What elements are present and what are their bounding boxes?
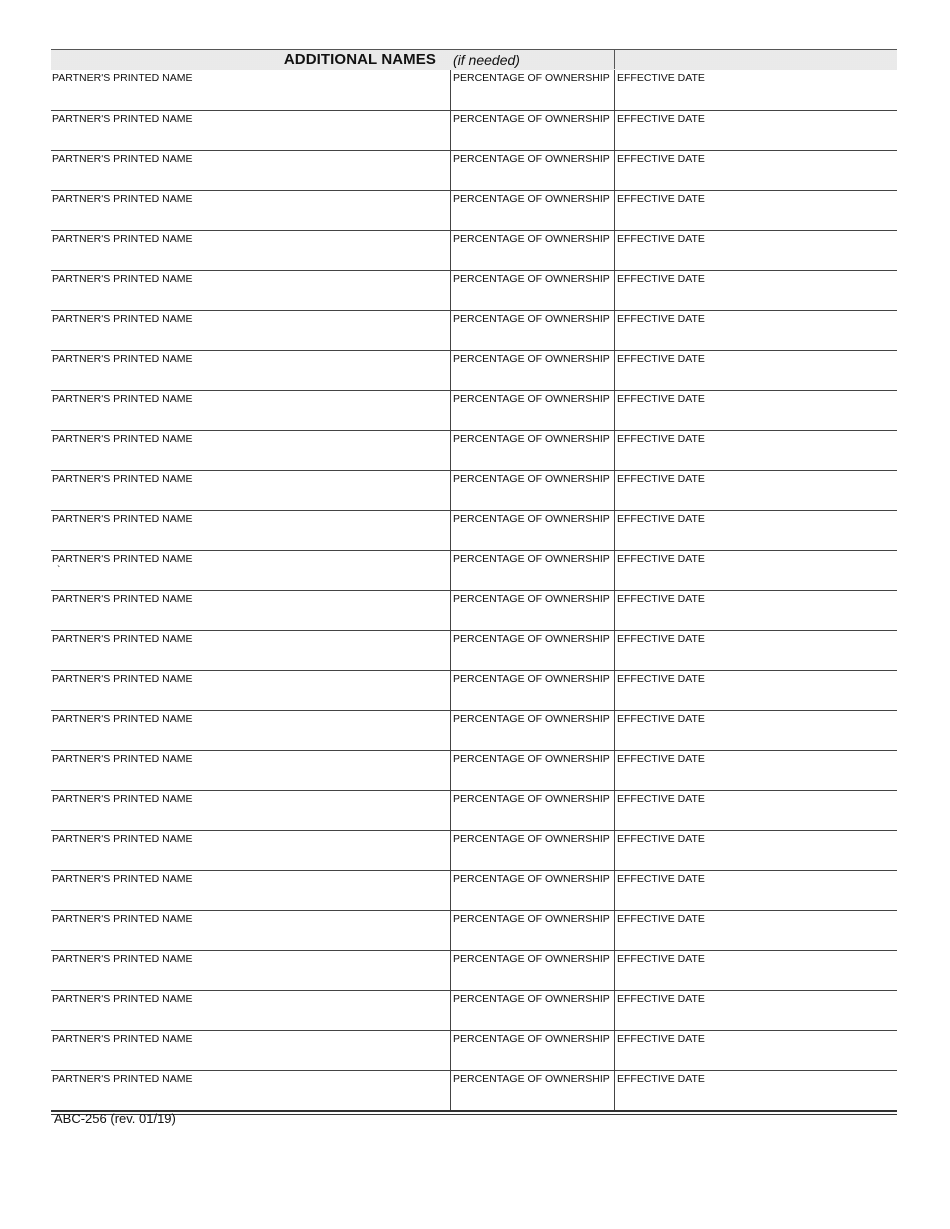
effective-date-label: EFFECTIVE DATE (617, 593, 705, 605)
effective-date-label: EFFECTIVE DATE (617, 313, 705, 325)
effective-date-field[interactable] (614, 511, 897, 550)
effective-date-label: EFFECTIVE DATE (617, 913, 705, 925)
stray-mark: ` (57, 565, 61, 576)
partner-name-field[interactable] (52, 711, 450, 750)
form-title-row (51, 49, 897, 70)
effective-date-label: EFFECTIVE DATE (617, 753, 705, 765)
effective-date-label: EFFECTIVE DATE (617, 793, 705, 805)
effective-date-label: EFFECTIVE DATE (617, 833, 705, 845)
ownership-percentage-field[interactable] (450, 911, 614, 950)
partner-name-field[interactable] (52, 631, 450, 670)
effective-date-field[interactable] (614, 991, 897, 1030)
ownership-percentage-field[interactable] (450, 471, 614, 510)
partner-row (51, 710, 897, 750)
ownership-percentage-label: PERCENTAGE OF OWNERSHIP (453, 913, 610, 925)
ownership-percentage-label: PERCENTAGE OF OWNERSHIP (453, 633, 610, 645)
effective-date-field[interactable] (614, 70, 897, 110)
effective-date-label: EFFECTIVE DATE (617, 473, 705, 485)
effective-date-label: EFFECTIVE DATE (617, 1033, 705, 1045)
effective-date-label: EFFECTIVE DATE (617, 433, 705, 445)
effective-date-label: EFFECTIVE DATE (617, 513, 705, 525)
partner-name-label: PARTNER'S PRINTED NAME (52, 753, 193, 765)
form-title-note: (if needed) (453, 52, 520, 68)
ownership-percentage-label: PERCENTAGE OF OWNERSHIP (453, 193, 610, 205)
partner-name-label: PARTNER'S PRINTED NAME (52, 1073, 193, 1085)
ownership-percentage-field[interactable] (450, 871, 614, 910)
partner-name-field[interactable] (52, 191, 450, 230)
partner-name-field[interactable] (52, 1071, 450, 1110)
partner-row (51, 790, 897, 830)
effective-date-field[interactable] (614, 631, 897, 670)
partner-name-label: PARTNER'S PRINTED NAME (52, 793, 193, 805)
ownership-percentage-field[interactable] (450, 551, 614, 590)
partner-name-label: PARTNER'S PRINTED NAME (52, 553, 193, 565)
ownership-percentage-label: PERCENTAGE OF OWNERSHIP (453, 673, 610, 685)
ownership-percentage-label: PERCENTAGE OF OWNERSHIP (453, 393, 610, 405)
effective-date-field[interactable] (614, 351, 897, 390)
partner-name-field[interactable] (52, 271, 450, 310)
ownership-percentage-field[interactable] (450, 231, 614, 270)
partner-name-field[interactable] (52, 671, 450, 710)
effective-date-label: EFFECTIVE DATE (617, 553, 705, 565)
ownership-percentage-field[interactable] (450, 151, 614, 190)
partner-row (51, 350, 897, 390)
partner-row (51, 430, 897, 470)
partner-row (51, 550, 897, 590)
effective-date-field[interactable] (614, 1031, 897, 1070)
effective-date-field[interactable] (614, 951, 897, 990)
effective-date-label: EFFECTIVE DATE (617, 273, 705, 285)
partner-name-label: PARTNER'S PRINTED NAME (52, 433, 193, 445)
partner-row (51, 750, 897, 790)
partner-name-field[interactable] (52, 831, 450, 870)
ownership-percentage-label: PERCENTAGE OF OWNERSHIP (453, 753, 610, 765)
effective-date-label: EFFECTIVE DATE (617, 113, 705, 125)
partner-name-label: PARTNER'S PRINTED NAME (52, 193, 193, 205)
partner-row (51, 830, 897, 870)
partner-row (51, 70, 897, 110)
partner-row (51, 230, 897, 270)
ownership-percentage-label: PERCENTAGE OF OWNERSHIP (453, 713, 610, 725)
partner-row (51, 190, 897, 230)
effective-date-field[interactable] (614, 431, 897, 470)
ownership-percentage-field[interactable] (450, 711, 614, 750)
partner-name-label: PARTNER'S PRINTED NAME (52, 1033, 193, 1045)
ownership-percentage-field[interactable] (450, 271, 614, 310)
partner-name-label: PARTNER'S PRINTED NAME (52, 913, 193, 925)
ownership-percentage-field[interactable] (450, 1071, 614, 1110)
ownership-percentage-label: PERCENTAGE OF OWNERSHIP (453, 353, 610, 365)
ownership-percentage-label: PERCENTAGE OF OWNERSHIP (453, 953, 610, 965)
ownership-percentage-field[interactable] (450, 391, 614, 430)
effective-date-label: EFFECTIVE DATE (617, 953, 705, 965)
ownership-percentage-label: PERCENTAGE OF OWNERSHIP (453, 1073, 610, 1085)
partner-name-field[interactable] (52, 511, 450, 550)
partner-name-label: PARTNER'S PRINTED NAME (52, 833, 193, 845)
partner-row (51, 950, 897, 990)
effective-date-field[interactable] (614, 311, 897, 350)
partner-row (51, 110, 897, 150)
partner-name-label: PARTNER'S PRINTED NAME (52, 313, 193, 325)
partner-name-field[interactable] (52, 231, 450, 270)
partner-name-field[interactable] (52, 471, 450, 510)
effective-date-label: EFFECTIVE DATE (617, 713, 705, 725)
ownership-percentage-label: PERCENTAGE OF OWNERSHIP (453, 72, 610, 84)
ownership-percentage-label: PERCENTAGE OF OWNERSHIP (453, 553, 610, 565)
ownership-percentage-label: PERCENTAGE OF OWNERSHIP (453, 833, 610, 845)
partner-row (51, 590, 897, 630)
partner-name-label: PARTNER'S PRINTED NAME (52, 593, 193, 605)
effective-date-field[interactable] (614, 671, 897, 710)
partner-name-field[interactable] (52, 871, 450, 910)
ownership-percentage-field[interactable] (450, 191, 614, 230)
partner-name-field[interactable] (52, 151, 450, 190)
effective-date-field[interactable] (614, 111, 897, 150)
partner-name-label: PARTNER'S PRINTED NAME (52, 673, 193, 685)
effective-date-field[interactable] (614, 831, 897, 870)
effective-date-label: EFFECTIVE DATE (617, 233, 705, 245)
form-title: ADDITIONAL NAMES (283, 51, 436, 68)
ownership-percentage-field[interactable] (450, 511, 614, 550)
ownership-percentage-label: PERCENTAGE OF OWNERSHIP (453, 1033, 610, 1045)
effective-date-label: EFFECTIVE DATE (617, 1073, 705, 1085)
ownership-percentage-field[interactable] (450, 111, 614, 150)
partner-name-field[interactable] (52, 991, 450, 1030)
ownership-percentage-field[interactable] (450, 631, 614, 670)
ownership-percentage-label: PERCENTAGE OF OWNERSHIP (453, 313, 610, 325)
effective-date-field[interactable] (614, 911, 897, 950)
partner-name-field[interactable] (52, 311, 450, 350)
partner-name-label: PARTNER'S PRINTED NAME (52, 873, 193, 885)
ownership-percentage-label: PERCENTAGE OF OWNERSHIP (453, 153, 610, 165)
effective-date-field[interactable] (614, 591, 897, 630)
partner-name-label: PARTNER'S PRINTED NAME (52, 993, 193, 1005)
ownership-percentage-label: PERCENTAGE OF OWNERSHIP (453, 233, 610, 245)
partner-name-label: PARTNER'S PRINTED NAME (52, 153, 193, 165)
partner-row (51, 270, 897, 310)
partner-name-label: PARTNER'S PRINTED NAME (52, 633, 193, 645)
partner-row (51, 310, 897, 350)
effective-date-label: EFFECTIVE DATE (617, 993, 705, 1005)
effective-date-label: EFFECTIVE DATE (617, 193, 705, 205)
partner-row (51, 510, 897, 550)
partner-name-label: PARTNER'S PRINTED NAME (52, 273, 193, 285)
partner-name-label: PARTNER'S PRINTED NAME (52, 713, 193, 725)
effective-date-label: EFFECTIVE DATE (617, 153, 705, 165)
ownership-percentage-label: PERCENTAGE OF OWNERSHIP (453, 513, 610, 525)
ownership-percentage-label: PERCENTAGE OF OWNERSHIP (453, 433, 610, 445)
partner-name-field[interactable] (52, 70, 450, 110)
partner-name-label: PARTNER'S PRINTED NAME (52, 473, 193, 485)
partner-name-field[interactable] (52, 391, 450, 430)
partner-name-field[interactable] (52, 911, 450, 950)
ownership-percentage-field[interactable] (450, 831, 614, 870)
partner-row (51, 1030, 897, 1070)
effective-date-label: EFFECTIVE DATE (617, 353, 705, 365)
effective-date-field[interactable] (614, 791, 897, 830)
ownership-percentage-field[interactable] (450, 431, 614, 470)
partner-rows (51, 70, 897, 1110)
partner-name-field[interactable] (52, 951, 450, 990)
partner-name-field[interactable] (52, 751, 450, 790)
partner-row (51, 990, 897, 1030)
form-revision-code: ABC-256 (rev. 01/19) (54, 1111, 176, 1126)
effective-date-field[interactable] (614, 271, 897, 310)
ownership-percentage-field[interactable] (450, 791, 614, 830)
ownership-percentage-field[interactable] (450, 751, 614, 790)
effective-date-field[interactable] (614, 711, 897, 750)
effective-date-field[interactable] (614, 391, 897, 430)
ownership-percentage-field[interactable] (450, 991, 614, 1030)
ownership-percentage-field[interactable] (450, 1031, 614, 1070)
ownership-percentage-label: PERCENTAGE OF OWNERSHIP (453, 593, 610, 605)
partner-row (51, 630, 897, 670)
partner-row (51, 870, 897, 910)
partner-name-label: PARTNER'S PRINTED NAME (52, 393, 193, 405)
effective-date-label: EFFECTIVE DATE (617, 633, 705, 645)
ownership-percentage-field[interactable] (450, 951, 614, 990)
ownership-percentage-label: PERCENTAGE OF OWNERSHIP (453, 113, 610, 125)
ownership-percentage-label: PERCENTAGE OF OWNERSHIP (453, 993, 610, 1005)
form-bottom-rule (51, 1110, 897, 1115)
effective-date-field[interactable] (614, 231, 897, 270)
ownership-percentage-field[interactable] (450, 671, 614, 710)
partner-name-field[interactable] (52, 1031, 450, 1070)
ownership-percentage-label: PERCENTAGE OF OWNERSHIP (453, 473, 610, 485)
ownership-percentage-field[interactable] (450, 351, 614, 390)
partner-name-field[interactable] (52, 591, 450, 630)
effective-date-field[interactable] (614, 551, 897, 590)
effective-date-field[interactable] (614, 191, 897, 230)
partner-name-label: PARTNER'S PRINTED NAME (52, 233, 193, 245)
partner-name-field[interactable] (52, 431, 450, 470)
partner-name-label: PARTNER'S PRINTED NAME (52, 113, 193, 125)
effective-date-label: EFFECTIVE DATE (617, 873, 705, 885)
partner-row (51, 910, 897, 950)
effective-date-label: EFFECTIVE DATE (617, 72, 705, 84)
effective-date-label: EFFECTIVE DATE (617, 673, 705, 685)
ownership-percentage-label: PERCENTAGE OF OWNERSHIP (453, 793, 610, 805)
effective-date-field[interactable] (614, 1071, 897, 1110)
partner-row (51, 470, 897, 510)
additional-names-form (51, 49, 897, 1115)
effective-date-field[interactable] (614, 751, 897, 790)
title-row-blank-cell (614, 50, 897, 69)
partner-name-label: PARTNER'S PRINTED NAME (52, 353, 193, 365)
partner-name-field[interactable] (52, 111, 450, 150)
partner-name-field[interactable] (52, 791, 450, 830)
ownership-percentage-field[interactable] (450, 591, 614, 630)
partner-name-field[interactable] (52, 351, 450, 390)
ownership-percentage-field[interactable] (450, 70, 614, 110)
effective-date-field[interactable] (614, 471, 897, 510)
partner-row (51, 390, 897, 430)
partner-name-label: PARTNER'S PRINTED NAME (52, 513, 193, 525)
partner-row (51, 670, 897, 710)
partner-row (51, 1070, 897, 1110)
effective-date-field[interactable] (614, 871, 897, 910)
partner-name-label: PARTNER'S PRINTED NAME (52, 953, 193, 965)
partner-name-label: PARTNER'S PRINTED NAME (52, 72, 193, 84)
ownership-percentage-label: PERCENTAGE OF OWNERSHIP (453, 273, 610, 285)
effective-date-field[interactable] (614, 151, 897, 190)
ownership-percentage-label: PERCENTAGE OF OWNERSHIP (453, 873, 610, 885)
partner-row (51, 150, 897, 190)
effective-date-label: EFFECTIVE DATE (617, 393, 705, 405)
partner-name-field[interactable] (52, 551, 450, 590)
ownership-percentage-field[interactable] (450, 311, 614, 350)
